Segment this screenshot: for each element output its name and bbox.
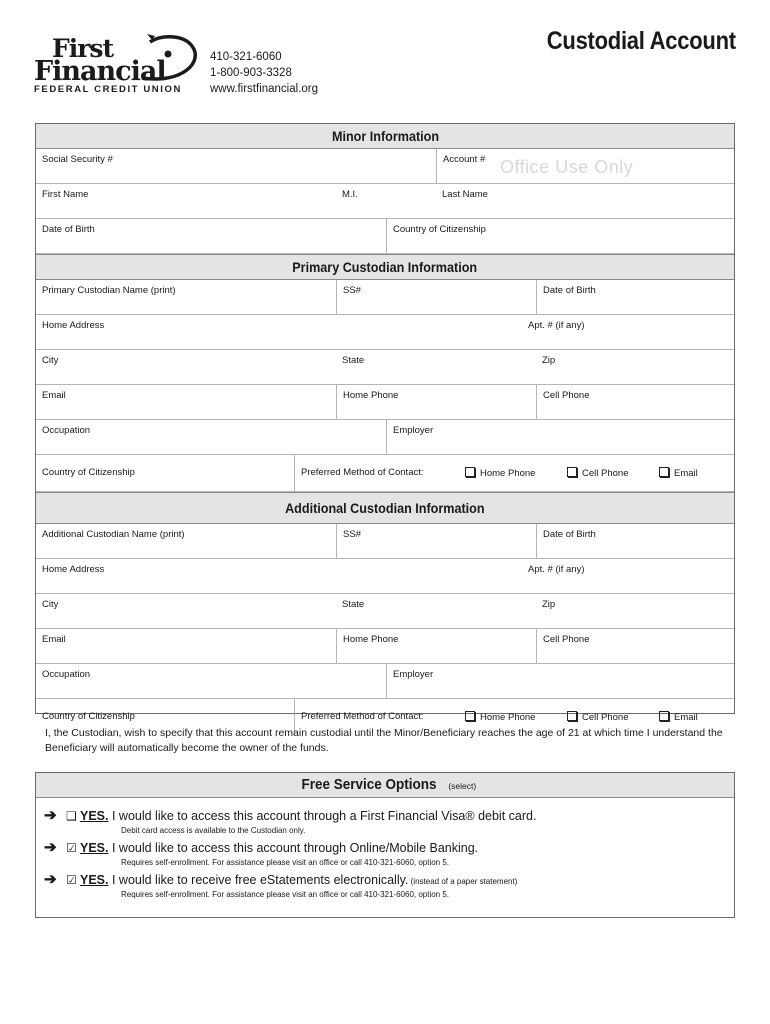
logo-line1: First bbox=[52, 34, 114, 63]
additional-address-field[interactable]: Home Address bbox=[42, 564, 105, 575]
minor-mi-field[interactable]: M.I. bbox=[342, 189, 358, 200]
logo-tagline: FEDERAL CREDIT UNION bbox=[34, 84, 182, 95]
service-option[interactable] bbox=[36, 862, 734, 899]
primary-name-field[interactable]: Primary Custodian Name (print) bbox=[42, 285, 176, 296]
yes-label: YES. bbox=[80, 809, 109, 823]
primary-contact-email-checkbox[interactable]: Email bbox=[659, 467, 698, 479]
custodial-form bbox=[35, 123, 735, 723]
option-note: Debit card access is available to the Custodian only. bbox=[121, 826, 306, 835]
primary-employer-field[interactable]: Employer bbox=[386, 420, 734, 454]
additional-cell-phone-field[interactable]: Cell Phone bbox=[536, 629, 734, 663]
minor-section-heading: Minor Information bbox=[36, 124, 734, 149]
logo-line2: Financial bbox=[34, 56, 166, 87]
additional-apt-field[interactable]: Apt. # (if any) bbox=[528, 564, 585, 575]
additional-home-phone-field[interactable]: Home Phone bbox=[336, 629, 536, 663]
additional-employer-field[interactable]: Employer bbox=[386, 664, 734, 698]
primary-contact-method bbox=[294, 455, 734, 491]
service-options-list bbox=[36, 798, 734, 899]
primary-state-field[interactable]: State bbox=[342, 355, 365, 366]
additional-zip-field[interactable]: Zip bbox=[542, 599, 556, 610]
minor-first-name-field[interactable]: First Name bbox=[42, 189, 89, 200]
additional-row-3 bbox=[36, 594, 734, 629]
checkbox-icon bbox=[659, 711, 669, 721]
additional-contact-email-checkbox[interactable]: Email bbox=[659, 711, 698, 723]
primary-email-field[interactable]: Email bbox=[42, 390, 66, 401]
document-title: Custodial Account bbox=[546, 27, 736, 55]
additional-dob-field[interactable]: Date of Birth bbox=[536, 524, 734, 558]
primary-row-3 bbox=[36, 350, 734, 385]
option-small-note: (instead of a paper statement) bbox=[408, 877, 518, 886]
primary-row-6 bbox=[36, 455, 734, 492]
option-text: I would like to access this account through Online/Mobile Banking. bbox=[108, 841, 479, 855]
preferred-contact-label: Preferred Method of Contact: bbox=[301, 711, 424, 722]
primary-address-field[interactable]: Home Address bbox=[42, 320, 105, 331]
primary-row-1 bbox=[36, 280, 734, 315]
primary-occupation-field[interactable]: Occupation bbox=[42, 425, 91, 436]
checkbox-icon bbox=[567, 711, 577, 721]
minor-citizenship-field[interactable]: Country of Citizenship bbox=[386, 219, 734, 253]
primary-city-field[interactable]: City bbox=[42, 355, 59, 366]
additional-name-field[interactable]: Additional Custodian Name (print) bbox=[42, 529, 185, 540]
checkbox-icon bbox=[567, 467, 577, 477]
minor-dob-field[interactable]: Date of Birth bbox=[42, 224, 95, 235]
service-option[interactable] bbox=[36, 830, 734, 867]
primary-contact-home-checkbox[interactable]: Home Phone bbox=[465, 467, 535, 479]
arrow-right-icon: ➔ bbox=[44, 871, 57, 888]
arrow-right-icon: ➔ bbox=[44, 807, 57, 824]
option-text: I would like to access this account through a First Financial Visa® debit card. bbox=[108, 809, 537, 823]
additional-contact-cell-checkbox[interactable]: Cell Phone bbox=[567, 711, 628, 723]
primary-home-phone-field[interactable]: Home Phone bbox=[336, 385, 536, 419]
primary-contact-cell-checkbox[interactable]: Cell Phone bbox=[567, 467, 628, 479]
additional-row-5 bbox=[36, 664, 734, 699]
primary-dob-field[interactable]: Date of Birth bbox=[536, 280, 734, 314]
primary-ss-field[interactable]: SS# bbox=[336, 280, 536, 314]
contact-info bbox=[210, 49, 318, 97]
checkbox-icon bbox=[465, 467, 475, 477]
minor-ssn-field[interactable]: Social Security # bbox=[42, 154, 113, 165]
primary-row-4 bbox=[36, 385, 734, 420]
minor-account-field[interactable]: Account # bbox=[436, 149, 734, 183]
primary-cell-phone-field[interactable]: Cell Phone bbox=[536, 385, 734, 419]
checkbox-icon bbox=[465, 711, 475, 721]
option-note: Requires self-enrollment. For assistance please visit an office or call 410-321-6060, option 5. bbox=[121, 858, 450, 867]
phone-local: 410-321-6060 bbox=[210, 51, 282, 63]
primary-zip-field[interactable]: Zip bbox=[542, 355, 556, 366]
arrow-right-icon: ➔ bbox=[44, 839, 57, 856]
additional-email-field[interactable]: Email bbox=[42, 634, 66, 645]
first-financial-logo bbox=[34, 34, 199, 96]
custodian-statement: I, the Custodian, wish to specify that this account remain custodial until the Minor/Beneficiary reaches the age of 21 at which time I understand the Beneficiary will automatically become the owner of the funds. bbox=[45, 727, 723, 754]
free-service-options bbox=[35, 772, 735, 918]
preferred-contact-label: Preferred Method of Contact: bbox=[301, 467, 424, 478]
services-heading: Free Service Options (select) bbox=[36, 773, 734, 798]
additional-city-field[interactable]: City bbox=[42, 599, 59, 610]
option-checkbox-icon[interactable]: ❑ bbox=[66, 809, 77, 823]
service-option[interactable] bbox=[36, 798, 734, 835]
additional-row-2 bbox=[36, 559, 734, 594]
primary-citizenship-field[interactable]: Country of Citizenship bbox=[42, 467, 135, 478]
additional-citizenship-field[interactable]: Country of Citizenship bbox=[42, 711, 135, 722]
option-note: Requires self-enrollment. For assistance please visit an office or call 410-321-6060, option 5. bbox=[121, 890, 450, 899]
minor-last-name-field[interactable]: Last Name bbox=[442, 189, 488, 200]
additional-contact-home-checkbox[interactable]: Home Phone bbox=[465, 711, 535, 723]
minor-row-3 bbox=[36, 219, 734, 254]
additional-row-1 bbox=[36, 524, 734, 559]
option-checkbox-icon[interactable]: ☑ bbox=[66, 873, 77, 887]
option-checkbox-icon[interactable]: ☑ bbox=[66, 841, 77, 855]
checkbox-icon bbox=[659, 467, 669, 477]
option-text: I would like to receive free eStatements electronically. bbox=[108, 873, 409, 887]
additional-ss-field[interactable]: SS# bbox=[336, 524, 536, 558]
primary-apt-field[interactable]: Apt. # (if any) bbox=[528, 320, 585, 331]
yes-label: YES. bbox=[80, 841, 109, 855]
additional-row-4 bbox=[36, 629, 734, 664]
office-use-watermark: Office Use Only bbox=[500, 157, 634, 177]
additional-section-heading: Additional Custodian Information bbox=[36, 492, 734, 524]
additional-occupation-field[interactable]: Occupation bbox=[42, 669, 91, 680]
primary-section-heading: Primary Custodian Information bbox=[36, 254, 734, 280]
primary-row-2 bbox=[36, 315, 734, 350]
phone-tollfree: 1-800-903-3328 bbox=[210, 67, 292, 79]
yes-label: YES. bbox=[80, 873, 109, 887]
additional-state-field[interactable]: State bbox=[342, 599, 365, 610]
primary-row-5 bbox=[36, 420, 734, 455]
website-link[interactable]: www.firstfinancial.org bbox=[210, 83, 319, 95]
minor-row-2 bbox=[36, 184, 734, 219]
